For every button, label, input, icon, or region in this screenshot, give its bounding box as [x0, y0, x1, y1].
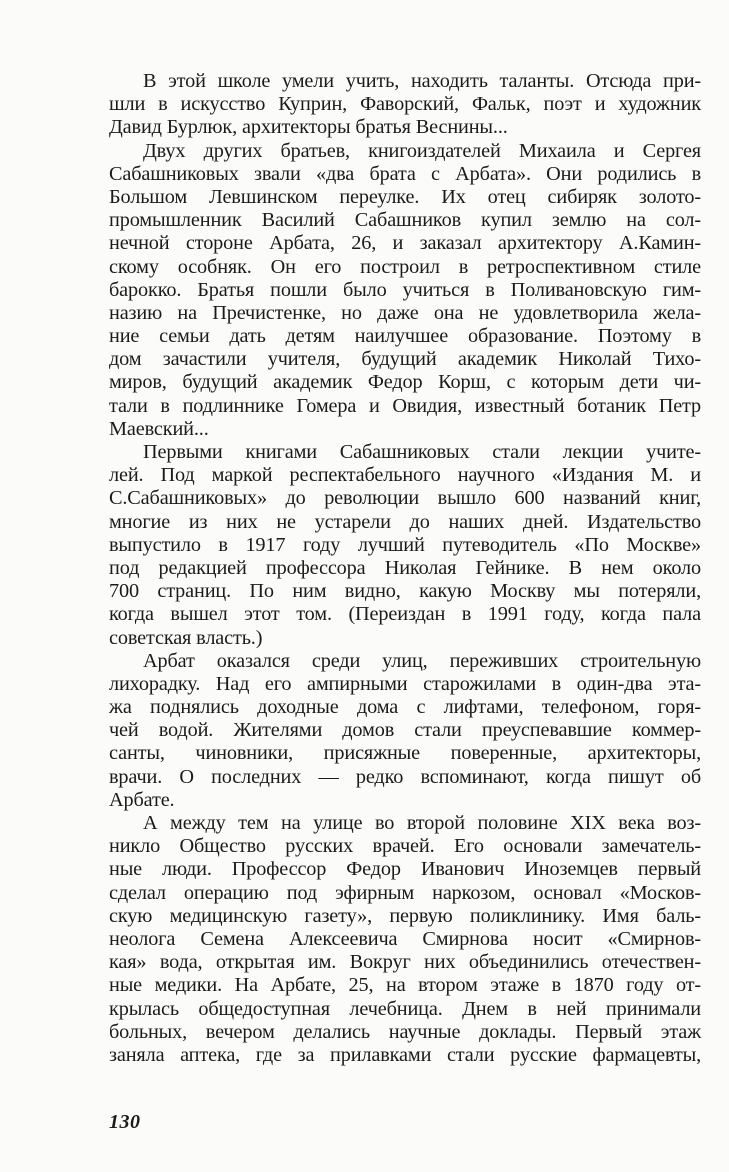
text-line: ние семьи дать детям наилучшее образование. Поэтому в [109, 325, 701, 348]
text-line: многие из них не устарели до наших дней. Издательство [109, 510, 701, 533]
text-line: С.Сабашниковых» до революции вышло 600 названий книг, [109, 487, 701, 510]
text-line: барокко. Братья пошли было учиться в Поливановскую гим- [109, 278, 701, 301]
text-line: тали в подлиннике Гомера и Овидия, известный ботаник Петр [109, 394, 701, 417]
text-line: шли в искусство Куприн, Фаворский, Фальк, поэт и художник [109, 93, 701, 116]
text-line: скому особняк. Он его построил в ретроспективном стиле [109, 255, 701, 278]
text-line: Арбате. [109, 788, 175, 811]
text-line: сделал операцию под эфирным наркозом, основал «Москов- [109, 881, 701, 904]
text-line: ные медики. На Арбате, 25, на втором этаже в 1870 году от- [109, 974, 701, 997]
text-line: под редакцией профессора Николая Гейнике. В нем около [109, 556, 701, 579]
text-line: Давид Бурлюк, архитекторы братья Веснины... [109, 116, 508, 139]
text-line: дом зачастили учителя, будущий академик Николай Тихо- [109, 348, 701, 371]
text-line: скую медицинскую газету», первую поликлинику. Имя баль- [109, 904, 701, 927]
text-line: врачи. О последних — редко вспоминают, когда пишут об [109, 765, 701, 788]
text-line: Большом Левшинском переулке. Их отец сибиряк золото- [109, 185, 701, 208]
page-body [109, 70, 701, 1067]
text-line: кая» вода, открытая им. Вокруг них объединились отечествен- [109, 951, 701, 974]
text-line: санты, чиновники, присяжные поверенные, архитекторы, [109, 742, 701, 765]
text-line: Сабашниковых звали «два брата с Арбата». Они родились в [109, 162, 701, 185]
text-line: жа поднялись доходные дома с лифтами, телефоном, горя- [109, 696, 701, 719]
text-line: когда вышел этот том. (Переиздан в 1991 году, когда пала [109, 603, 701, 626]
text-line: Маевский... [109, 417, 209, 440]
text-line: заняла аптека, где за прилавками стали русские фармацевты, [109, 1043, 701, 1066]
text-line: миров, будущий академик Федор Корш, с которым дети чи- [109, 371, 701, 394]
text-line: неолога Семена Алексеевича Смирнова носит «Смирнов- [109, 927, 701, 950]
text-line: промышленник Василий Сабашников купил землю на сол- [109, 209, 701, 232]
text-line: Двух других братьев, книгоиздателей Михаила и Сергея [143, 139, 701, 162]
text-line: Первыми книгами Сабашниковых стали лекции учите- [143, 441, 701, 463]
text-line: ные люди. Профессор Федор Иванович Иноземцев первый [109, 858, 701, 881]
text-line: назию на Пречистенке, но даже она не удовлетворила жела- [109, 301, 701, 324]
text-line: лихорадку. Над его ампирными старожилами в один-два эта- [109, 672, 701, 695]
text-line: 700 страниц. По ним видно, какую Москву мы потеряли, [109, 580, 701, 603]
text-line: выпустило в 1917 году лучший путеводитель «По Москве» [109, 533, 701, 556]
text-line: нечной стороне Арбата, 26, и заказал архитектору А.Камин- [109, 232, 701, 255]
text-line: никло Общество русских врачей. Его основали замечатель- [109, 835, 701, 858]
page-number: 130 [109, 1111, 141, 1133]
text-line: А между тем на улице во второй половине XIX века воз- [143, 812, 701, 834]
text-line: крылась общедоступная лечебница. Днем в ней принимали [109, 997, 701, 1020]
text-line: В этой школе умели учить, находить таланты. Отсюда при- [143, 70, 701, 92]
text-line: Арбат оказался среди улиц, переживших строительную [143, 649, 701, 672]
text-line: лей. Под маркой респектабельного научного «Издания М. и [109, 464, 701, 487]
text-line: советская власть.) [109, 626, 263, 649]
text-line: больных, вечером делались научные доклады. Первый этаж [109, 1020, 701, 1043]
text-line: чей водой. Жителями домов стали преуспевавшие коммер- [109, 719, 701, 742]
